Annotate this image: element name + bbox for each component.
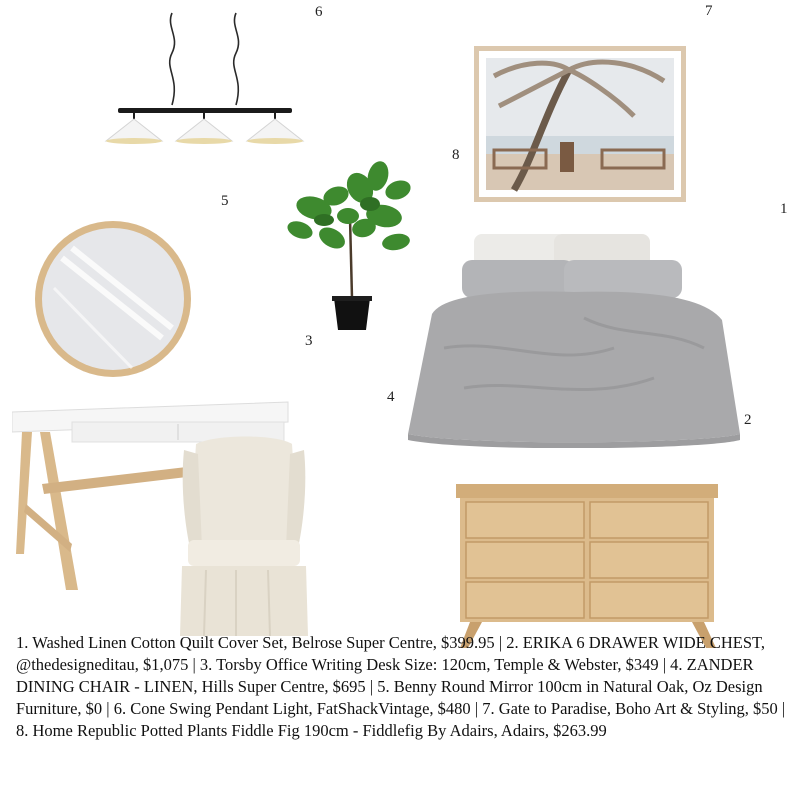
six-drawer-chest-image <box>454 482 720 650</box>
item-number-1: 1 <box>780 201 788 217</box>
round-mirror-image <box>32 218 194 380</box>
item-number-4: 4 <box>387 389 395 405</box>
item-number-8: 8 <box>452 147 460 163</box>
linen-dining-chair-image <box>176 430 312 638</box>
linen-quilt-bed-image <box>404 228 742 448</box>
pendant-light-image <box>100 5 310 155</box>
product-list-caption: 1. Washed Linen Cotton Quilt Cover Set, Belrose Super Centre, $399.95 | 2. ERIKA 6 DRAWER WIDE CHEST, @thedesigneditau, $1,075 | 3. Torsby Office Writing Desk Size: 120cm, Temple & Webster, $349 | 4. ZANDER DINING CHAIR - LINEN, Hills Super Centre, $695 | 5. Benny Round Mirror 100cm in Natural Oak, Oz Design Furniture, $0 | 6. Cone Swing Pendant Light, FatShackVintage, $480 | 7. Gate to Paradise, Boho Art & Styling, $50 | 8. Home Republic Potted Plants Fiddle Fig 190cm - Fiddlefig By Adairs, Adairs, $263.99 <box>16 633 786 740</box>
item-number-7: 7 <box>705 3 713 19</box>
gate-to-paradise-art-image <box>474 46 686 202</box>
item-number-5: 5 <box>221 193 229 209</box>
item-number-3: 3 <box>305 333 313 349</box>
item-number-2: 2 <box>744 412 752 428</box>
item-number-6: 6 <box>315 4 323 20</box>
